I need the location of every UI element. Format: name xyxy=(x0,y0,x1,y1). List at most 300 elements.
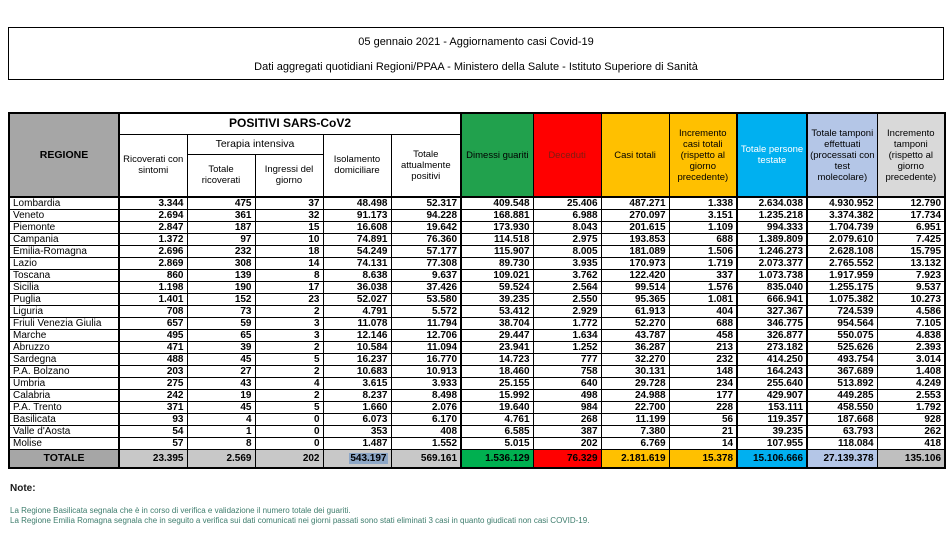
cell-terapia-ingressi-giorno: 2 xyxy=(255,306,323,318)
cell-tamponi-effettuati: 525.626 xyxy=(807,342,877,354)
cell-terapia-totale-ricoverati: 152 xyxy=(187,294,255,306)
cell-casi-totali: 22.700 xyxy=(601,402,669,414)
cell-terapia-ingressi-giorno: 5 xyxy=(255,354,323,366)
table-row xyxy=(9,426,945,438)
cell-terapia-ingressi-giorno: 14 xyxy=(255,258,323,270)
cell-casi-totali: 487.271 xyxy=(601,197,669,210)
table-row xyxy=(9,402,945,414)
cell-terapia-ingressi-giorno: 0 xyxy=(255,426,323,438)
cell-terapia-ingressi-giorno: 0 xyxy=(255,414,323,426)
totals-row xyxy=(9,450,945,468)
cell-casi-totali: 11.199 xyxy=(601,414,669,426)
header-ricoverati-sintomi: Ricoverati con sintomi xyxy=(119,134,187,197)
cell-isolamento-domiciliare: 54.249 xyxy=(323,246,391,258)
region-name: Molise xyxy=(9,438,119,450)
cell-incremento-casi: 21 xyxy=(669,426,737,438)
cell-persone-testate: 2.073.377 xyxy=(737,258,807,270)
cell-tamponi-effettuati: 493.754 xyxy=(807,354,877,366)
cell-casi-totali: 6.769 xyxy=(601,438,669,450)
covid-data-table xyxy=(8,112,946,469)
cell-tamponi-effettuati: 367.689 xyxy=(807,366,877,378)
cell-attualmente-positivi: 16.770 xyxy=(391,354,461,366)
cell-terapia-ingressi-giorno: 18 xyxy=(255,246,323,258)
region-name: P.A. Trento xyxy=(9,402,119,414)
cell-attualmente-positivi: 76.360 xyxy=(391,234,461,246)
cell-attualmente-positivi: 94.228 xyxy=(391,210,461,222)
cell-attualmente-positivi: 77.308 xyxy=(391,258,461,270)
cell-isolamento-domiciliare: 4.791 xyxy=(323,306,391,318)
cell-incremento-tamponi: 928 xyxy=(877,414,945,426)
cell-terapia-ingressi-giorno: 15 xyxy=(255,222,323,234)
cell-persone-testate: 1.235.218 xyxy=(737,210,807,222)
cell-dimessi-guariti: 173.930 xyxy=(461,222,533,234)
cell-incremento-casi: 1.338 xyxy=(669,197,737,210)
table-row xyxy=(9,390,945,402)
region-name: Calabria xyxy=(9,390,119,402)
cell-persone-testate: 2.634.038 xyxy=(737,197,807,210)
cell-tamponi-effettuati: 513.892 xyxy=(807,378,877,390)
region-name: Friuli Venezia Giulia xyxy=(9,318,119,330)
cell-deceduti: 2.975 xyxy=(533,234,601,246)
cell-isolamento-domiciliare: 8.237 xyxy=(323,390,391,402)
cell-ricoverati-sintomi: 93 xyxy=(119,414,187,426)
cell-terapia-totale-ricoverati: 308 xyxy=(187,258,255,270)
cell-deceduti: 6.988 xyxy=(533,210,601,222)
selected-cell-highlight: 543.197 xyxy=(350,452,387,464)
cell-incremento-casi: 234 xyxy=(669,378,737,390)
cell-isolamento-domiciliare: 10.584 xyxy=(323,342,391,354)
cell-deceduti: 25.406 xyxy=(533,197,601,210)
cell-dimessi-guariti: 38.704 xyxy=(461,318,533,330)
cell-attualmente-positivi: 19.642 xyxy=(391,222,461,234)
cell-persone-testate: 994.333 xyxy=(737,222,807,234)
cell-isolamento-domiciliare: 74.891 xyxy=(323,234,391,246)
cell-ricoverati-sintomi: 860 xyxy=(119,270,187,282)
cell-deceduti: 1.634 xyxy=(533,330,601,342)
region-name: Veneto xyxy=(9,210,119,222)
cell-persone-testate: 835.040 xyxy=(737,282,807,294)
cell-terapia-totale-ricoverati: 27 xyxy=(187,366,255,378)
cell-tamponi-effettuati: 954.564 xyxy=(807,318,877,330)
header-dimessi-guariti: Dimessi guariti xyxy=(461,113,533,197)
cell-incremento-tamponi: 7.425 xyxy=(877,234,945,246)
cell-deceduti: 2.550 xyxy=(533,294,601,306)
cell-incremento-casi: 1.506 xyxy=(669,246,737,258)
region-name: Liguria xyxy=(9,306,119,318)
cell-terapia-totale-ricoverati: 4 xyxy=(187,414,255,426)
cell-deceduti: 2.564 xyxy=(533,282,601,294)
cell-terapia-totale-ricoverati: 45 xyxy=(187,402,255,414)
cell-persone-testate: 327.367 xyxy=(737,306,807,318)
cell-tamponi-effettuati: 2.765.552 xyxy=(807,258,877,270)
cell-incremento-casi: 1.719 xyxy=(669,258,737,270)
cell-persone-testate: 326.877 xyxy=(737,330,807,342)
cell-incremento-tamponi: 3.014 xyxy=(877,354,945,366)
cell-deceduti: 758 xyxy=(533,366,601,378)
cell-dimessi-guariti: 6.585 xyxy=(461,426,533,438)
cell-terapia-totale-ricoverati: 190 xyxy=(187,282,255,294)
total-casi-totali: 2.181.619 xyxy=(601,450,669,468)
region-name: Umbria xyxy=(9,378,119,390)
header-deceduti: Deceduti xyxy=(533,113,601,197)
table-row xyxy=(9,330,945,342)
cell-ricoverati-sintomi: 57 xyxy=(119,438,187,450)
cell-tamponi-effettuati: 187.668 xyxy=(807,414,877,426)
table-footer xyxy=(9,450,945,468)
cell-persone-testate: 414.250 xyxy=(737,354,807,366)
cell-dimessi-guariti: 39.235 xyxy=(461,294,533,306)
cell-incremento-tamponi: 15.795 xyxy=(877,246,945,258)
cell-tamponi-effettuati: 1.075.382 xyxy=(807,294,877,306)
cell-terapia-totale-ricoverati: 475 xyxy=(187,197,255,210)
cell-incremento-casi: 458 xyxy=(669,330,737,342)
cell-terapia-ingressi-giorno: 4 xyxy=(255,378,323,390)
region-name: Toscana xyxy=(9,270,119,282)
total-persone-testate: 15.106.666 xyxy=(737,450,807,468)
cell-attualmente-positivi: 11.794 xyxy=(391,318,461,330)
region-name: Valle d'Aosta xyxy=(9,426,119,438)
cell-persone-testate: 273.182 xyxy=(737,342,807,354)
cell-tamponi-effettuati: 118.084 xyxy=(807,438,877,450)
table-row xyxy=(9,258,945,270)
cell-dimessi-guariti: 89.730 xyxy=(461,258,533,270)
region-name: Marche xyxy=(9,330,119,342)
cell-ricoverati-sintomi: 3.344 xyxy=(119,197,187,210)
cell-isolamento-domiciliare: 12.146 xyxy=(323,330,391,342)
header-incremento-tamponi: Incremento tamponi (rispetto al giorno precedente) xyxy=(877,113,945,197)
cell-deceduti: 268 xyxy=(533,414,601,426)
cell-incremento-tamponi: 418 xyxy=(877,438,945,450)
note-line: La Regione Basilicata segnala che è in corso di verifica e validazione il numero totale dei guariti. xyxy=(10,506,351,515)
cell-tamponi-effettuati: 2.628.108 xyxy=(807,246,877,258)
cell-terapia-totale-ricoverati: 39 xyxy=(187,342,255,354)
header-terapia-intensiva: Terapia intensiva xyxy=(187,134,323,154)
header-attualmente-positivi: Totale attualmente positivi xyxy=(391,134,461,197)
cell-deceduti: 8.043 xyxy=(533,222,601,234)
cell-deceduti: 387 xyxy=(533,426,601,438)
cell-terapia-ingressi-giorno: 32 xyxy=(255,210,323,222)
total-terapia-ingressi-giorno: 202 xyxy=(255,450,323,468)
cell-ricoverati-sintomi: 495 xyxy=(119,330,187,342)
cell-deceduti: 3.935 xyxy=(533,258,601,270)
cell-incremento-casi: 337 xyxy=(669,270,737,282)
cell-ricoverati-sintomi: 1.198 xyxy=(119,282,187,294)
cell-terapia-totale-ricoverati: 65 xyxy=(187,330,255,342)
cell-terapia-totale-ricoverati: 232 xyxy=(187,246,255,258)
cell-casi-totali: 7.380 xyxy=(601,426,669,438)
cell-terapia-totale-ricoverati: 45 xyxy=(187,354,255,366)
cell-incremento-tamponi: 4.249 xyxy=(877,378,945,390)
header-isolamento-domiciliare: Isolamento domiciliare xyxy=(323,134,391,197)
table-row xyxy=(9,414,945,426)
table-row xyxy=(9,282,945,294)
cell-casi-totali: 52.270 xyxy=(601,318,669,330)
header-positivi-group: POSITIVI SARS-CoV2 xyxy=(119,113,461,134)
cell-casi-totali: 99.514 xyxy=(601,282,669,294)
cell-casi-totali: 181.089 xyxy=(601,246,669,258)
cell-incremento-tamponi: 7.105 xyxy=(877,318,945,330)
cell-incremento-tamponi: 2.393 xyxy=(877,342,945,354)
cell-casi-totali: 36.287 xyxy=(601,342,669,354)
cell-dimessi-guariti: 5.015 xyxy=(461,438,533,450)
cell-isolamento-domiciliare: 10.683 xyxy=(323,366,391,378)
cell-dimessi-guariti: 53.412 xyxy=(461,306,533,318)
header-tamponi-effettuati: Totale tamponi effettuati (processati con test molecolare) xyxy=(807,113,877,197)
cell-persone-testate: 429.907 xyxy=(737,390,807,402)
cell-attualmente-positivi: 6.170 xyxy=(391,414,461,426)
table-row xyxy=(9,246,945,258)
cell-deceduti: 777 xyxy=(533,354,601,366)
cell-tamponi-effettuati: 458.550 xyxy=(807,402,877,414)
header-persone-testate: Totale persone testate xyxy=(737,113,807,197)
cell-tamponi-effettuati: 449.285 xyxy=(807,390,877,402)
cell-attualmente-positivi: 3.933 xyxy=(391,378,461,390)
region-name: Lombardia xyxy=(9,197,119,210)
cell-deceduti: 8.005 xyxy=(533,246,601,258)
page-subtitle: Dati aggregati quotidiani Regioni/PPAA - Ministero della Salute - Istituto Superiore di Sanità xyxy=(254,61,698,73)
cell-casi-totali: 270.097 xyxy=(601,210,669,222)
table-row xyxy=(9,294,945,306)
total-incremento-tamponi: 135.106 xyxy=(877,450,945,468)
cell-incremento-casi: 1.576 xyxy=(669,282,737,294)
cell-isolamento-domiciliare: 1.487 xyxy=(323,438,391,450)
cell-incremento-casi: 1.109 xyxy=(669,222,737,234)
table-row xyxy=(9,354,945,366)
region-name: Sardegna xyxy=(9,354,119,366)
cell-terapia-ingressi-giorno: 2 xyxy=(255,366,323,378)
cell-ricoverati-sintomi: 2.847 xyxy=(119,222,187,234)
cell-incremento-casi: 56 xyxy=(669,414,737,426)
table-row xyxy=(9,270,945,282)
cell-terapia-totale-ricoverati: 187 xyxy=(187,222,255,234)
cell-terapia-totale-ricoverati: 139 xyxy=(187,270,255,282)
cell-tamponi-effettuati: 1.917.959 xyxy=(807,270,877,282)
cell-attualmente-positivi: 9.637 xyxy=(391,270,461,282)
total-ricoverati-sintomi: 23.395 xyxy=(119,450,187,468)
cell-ricoverati-sintomi: 2.696 xyxy=(119,246,187,258)
cell-incremento-tamponi: 2.553 xyxy=(877,390,945,402)
region-name: Campania xyxy=(9,234,119,246)
cell-incremento-tamponi: 4.586 xyxy=(877,306,945,318)
cell-terapia-ingressi-giorno: 2 xyxy=(255,390,323,402)
cell-tamponi-effettuati: 724.539 xyxy=(807,306,877,318)
cell-terapia-totale-ricoverati: 59 xyxy=(187,318,255,330)
cell-incremento-casi: 688 xyxy=(669,318,737,330)
cell-dimessi-guariti: 109.021 xyxy=(461,270,533,282)
cell-ricoverati-sintomi: 54 xyxy=(119,426,187,438)
cell-persone-testate: 666.941 xyxy=(737,294,807,306)
total-deceduti: 76.329 xyxy=(533,450,601,468)
cell-terapia-ingressi-giorno: 23 xyxy=(255,294,323,306)
cell-attualmente-positivi: 1.552 xyxy=(391,438,461,450)
cell-persone-testate: 1.073.738 xyxy=(737,270,807,282)
table-row xyxy=(9,306,945,318)
cell-casi-totali: 201.615 xyxy=(601,222,669,234)
region-name: Lazio xyxy=(9,258,119,270)
region-name: Sicilia xyxy=(9,282,119,294)
table-row xyxy=(9,366,945,378)
cell-incremento-tamponi: 1.408 xyxy=(877,366,945,378)
cell-terapia-totale-ricoverati: 361 xyxy=(187,210,255,222)
title-box xyxy=(8,27,944,80)
notes-label: Note: xyxy=(10,483,36,494)
region-name: Basilicata xyxy=(9,414,119,426)
cell-persone-testate: 164.243 xyxy=(737,366,807,378)
cell-persone-testate: 255.640 xyxy=(737,378,807,390)
cell-deceduti: 2.929 xyxy=(533,306,601,318)
cell-deceduti: 984 xyxy=(533,402,601,414)
table-row xyxy=(9,234,945,246)
cell-isolamento-domiciliare: 36.038 xyxy=(323,282,391,294)
cell-isolamento-domiciliare: 48.498 xyxy=(323,197,391,210)
cell-dimessi-guariti: 29.447 xyxy=(461,330,533,342)
cell-incremento-tamponi: 7.923 xyxy=(877,270,945,282)
cell-attualmente-positivi: 8.498 xyxy=(391,390,461,402)
cell-tamponi-effettuati: 1.704.739 xyxy=(807,222,877,234)
cell-terapia-ingressi-giorno: 2 xyxy=(255,342,323,354)
cell-dimessi-guariti: 23.941 xyxy=(461,342,533,354)
header-casi-totali: Casi totali xyxy=(601,113,669,197)
cell-attualmente-positivi: 2.076 xyxy=(391,402,461,414)
cell-isolamento-domiciliare: 74.131 xyxy=(323,258,391,270)
cell-incremento-casi: 148 xyxy=(669,366,737,378)
cell-ricoverati-sintomi: 2.869 xyxy=(119,258,187,270)
cell-isolamento-domiciliare: 16.608 xyxy=(323,222,391,234)
header-ingressi-giorno: Ingressi del giorno xyxy=(255,154,323,197)
cell-persone-testate: 39.235 xyxy=(737,426,807,438)
cell-tamponi-effettuati: 4.930.952 xyxy=(807,197,877,210)
cell-incremento-casi: 688 xyxy=(669,234,737,246)
cell-deceduti: 640 xyxy=(533,378,601,390)
cell-incremento-tamponi: 9.537 xyxy=(877,282,945,294)
cell-ricoverati-sintomi: 242 xyxy=(119,390,187,402)
cell-terapia-totale-ricoverati: 8 xyxy=(187,438,255,450)
header-totale-ricoverati: Totale ricoverati xyxy=(187,154,255,197)
cell-dimessi-guariti: 114.518 xyxy=(461,234,533,246)
cell-persone-testate: 153.111 xyxy=(737,402,807,414)
cell-incremento-tamponi: 1.792 xyxy=(877,402,945,414)
cell-ricoverati-sintomi: 471 xyxy=(119,342,187,354)
cell-tamponi-effettuati: 2.079.610 xyxy=(807,234,877,246)
cell-attualmente-positivi: 57.177 xyxy=(391,246,461,258)
region-name: Puglia xyxy=(9,294,119,306)
cell-casi-totali: 61.913 xyxy=(601,306,669,318)
cell-dimessi-guariti: 409.548 xyxy=(461,197,533,210)
cell-ricoverati-sintomi: 488 xyxy=(119,354,187,366)
table-row xyxy=(9,342,945,354)
cell-dimessi-guariti: 4.761 xyxy=(461,414,533,426)
cell-dimessi-guariti: 14.723 xyxy=(461,354,533,366)
cell-ricoverati-sintomi: 203 xyxy=(119,366,187,378)
cell-incremento-casi: 1.081 xyxy=(669,294,737,306)
cell-attualmente-positivi: 5.572 xyxy=(391,306,461,318)
cell-attualmente-positivi: 37.426 xyxy=(391,282,461,294)
cell-dimessi-guariti: 168.881 xyxy=(461,210,533,222)
cell-terapia-ingressi-giorno: 17 xyxy=(255,282,323,294)
cell-terapia-totale-ricoverati: 97 xyxy=(187,234,255,246)
region-name: P.A. Bolzano xyxy=(9,366,119,378)
cell-terapia-ingressi-giorno: 3 xyxy=(255,318,323,330)
region-name: Emilia-Romagna xyxy=(9,246,119,258)
page-title: 05 gennaio 2021 - Aggiornamento casi Covid-19 xyxy=(358,36,594,48)
cell-incremento-casi: 232 xyxy=(669,354,737,366)
cell-deceduti: 3.762 xyxy=(533,270,601,282)
cell-casi-totali: 24.988 xyxy=(601,390,669,402)
cell-ricoverati-sintomi: 1.372 xyxy=(119,234,187,246)
cell-persone-testate: 346.775 xyxy=(737,318,807,330)
table-body xyxy=(9,197,945,450)
cell-isolamento-domiciliare: 1.660 xyxy=(323,402,391,414)
cell-terapia-ingressi-giorno: 37 xyxy=(255,197,323,210)
cell-casi-totali: 30.131 xyxy=(601,366,669,378)
cell-dimessi-guariti: 19.640 xyxy=(461,402,533,414)
cell-isolamento-domiciliare: 6.073 xyxy=(323,414,391,426)
cell-ricoverati-sintomi: 275 xyxy=(119,378,187,390)
cell-terapia-totale-ricoverati: 19 xyxy=(187,390,255,402)
table-header xyxy=(9,113,945,197)
total-tamponi-effettuati: 27.139.378 xyxy=(807,450,877,468)
cell-tamponi-effettuati: 550.075 xyxy=(807,330,877,342)
cell-attualmente-positivi: 10.913 xyxy=(391,366,461,378)
cell-incremento-casi: 213 xyxy=(669,342,737,354)
table-row xyxy=(9,378,945,390)
cell-casi-totali: 170.973 xyxy=(601,258,669,270)
cell-attualmente-positivi: 12.706 xyxy=(391,330,461,342)
cell-ricoverati-sintomi: 1.401 xyxy=(119,294,187,306)
cell-dimessi-guariti: 15.992 xyxy=(461,390,533,402)
cell-terapia-ingressi-giorno: 10 xyxy=(255,234,323,246)
cell-terapia-totale-ricoverati: 73 xyxy=(187,306,255,318)
cell-isolamento-domiciliare: 52.027 xyxy=(323,294,391,306)
cell-persone-testate: 1.389.809 xyxy=(737,234,807,246)
cell-terapia-ingressi-giorno: 3 xyxy=(255,330,323,342)
table-row xyxy=(9,318,945,330)
header-incremento-casi: Incremento casi totali (rispetto al giorno precedente) xyxy=(669,113,737,197)
cell-attualmente-positivi: 52.317 xyxy=(391,197,461,210)
cell-incremento-casi: 177 xyxy=(669,390,737,402)
cell-terapia-ingressi-giorno: 5 xyxy=(255,402,323,414)
cell-dimessi-guariti: 25.155 xyxy=(461,378,533,390)
cell-incremento-tamponi: 262 xyxy=(877,426,945,438)
cell-dimessi-guariti: 59.524 xyxy=(461,282,533,294)
cell-casi-totali: 122.420 xyxy=(601,270,669,282)
cell-isolamento-domiciliare: 3.615 xyxy=(323,378,391,390)
total-dimessi-guariti: 1.536.129 xyxy=(461,450,533,468)
cell-casi-totali: 193.853 xyxy=(601,234,669,246)
total-terapia-totale-ricoverati: 2.569 xyxy=(187,450,255,468)
totals-label: TOTALE xyxy=(9,450,119,468)
cell-casi-totali: 32.270 xyxy=(601,354,669,366)
cell-incremento-tamponi: 4.838 xyxy=(877,330,945,342)
cell-terapia-ingressi-giorno: 8 xyxy=(255,270,323,282)
region-name: Piemonte xyxy=(9,222,119,234)
cell-deceduti: 202 xyxy=(533,438,601,450)
cell-tamponi-effettuati: 3.374.382 xyxy=(807,210,877,222)
cell-isolamento-domiciliare: 16.237 xyxy=(323,354,391,366)
total-isolamento-domiciliare xyxy=(323,450,391,468)
cell-terapia-ingressi-giorno: 0 xyxy=(255,438,323,450)
cell-isolamento-domiciliare: 11.078 xyxy=(323,318,391,330)
cell-incremento-tamponi: 10.273 xyxy=(877,294,945,306)
table-row xyxy=(9,210,945,222)
cell-incremento-casi: 3.151 xyxy=(669,210,737,222)
cell-terapia-totale-ricoverati: 1 xyxy=(187,426,255,438)
cell-casi-totali: 95.365 xyxy=(601,294,669,306)
cell-incremento-casi: 14 xyxy=(669,438,737,450)
notes-section xyxy=(10,483,940,525)
cell-persone-testate: 1.246.273 xyxy=(737,246,807,258)
cell-persone-testate: 119.357 xyxy=(737,414,807,426)
